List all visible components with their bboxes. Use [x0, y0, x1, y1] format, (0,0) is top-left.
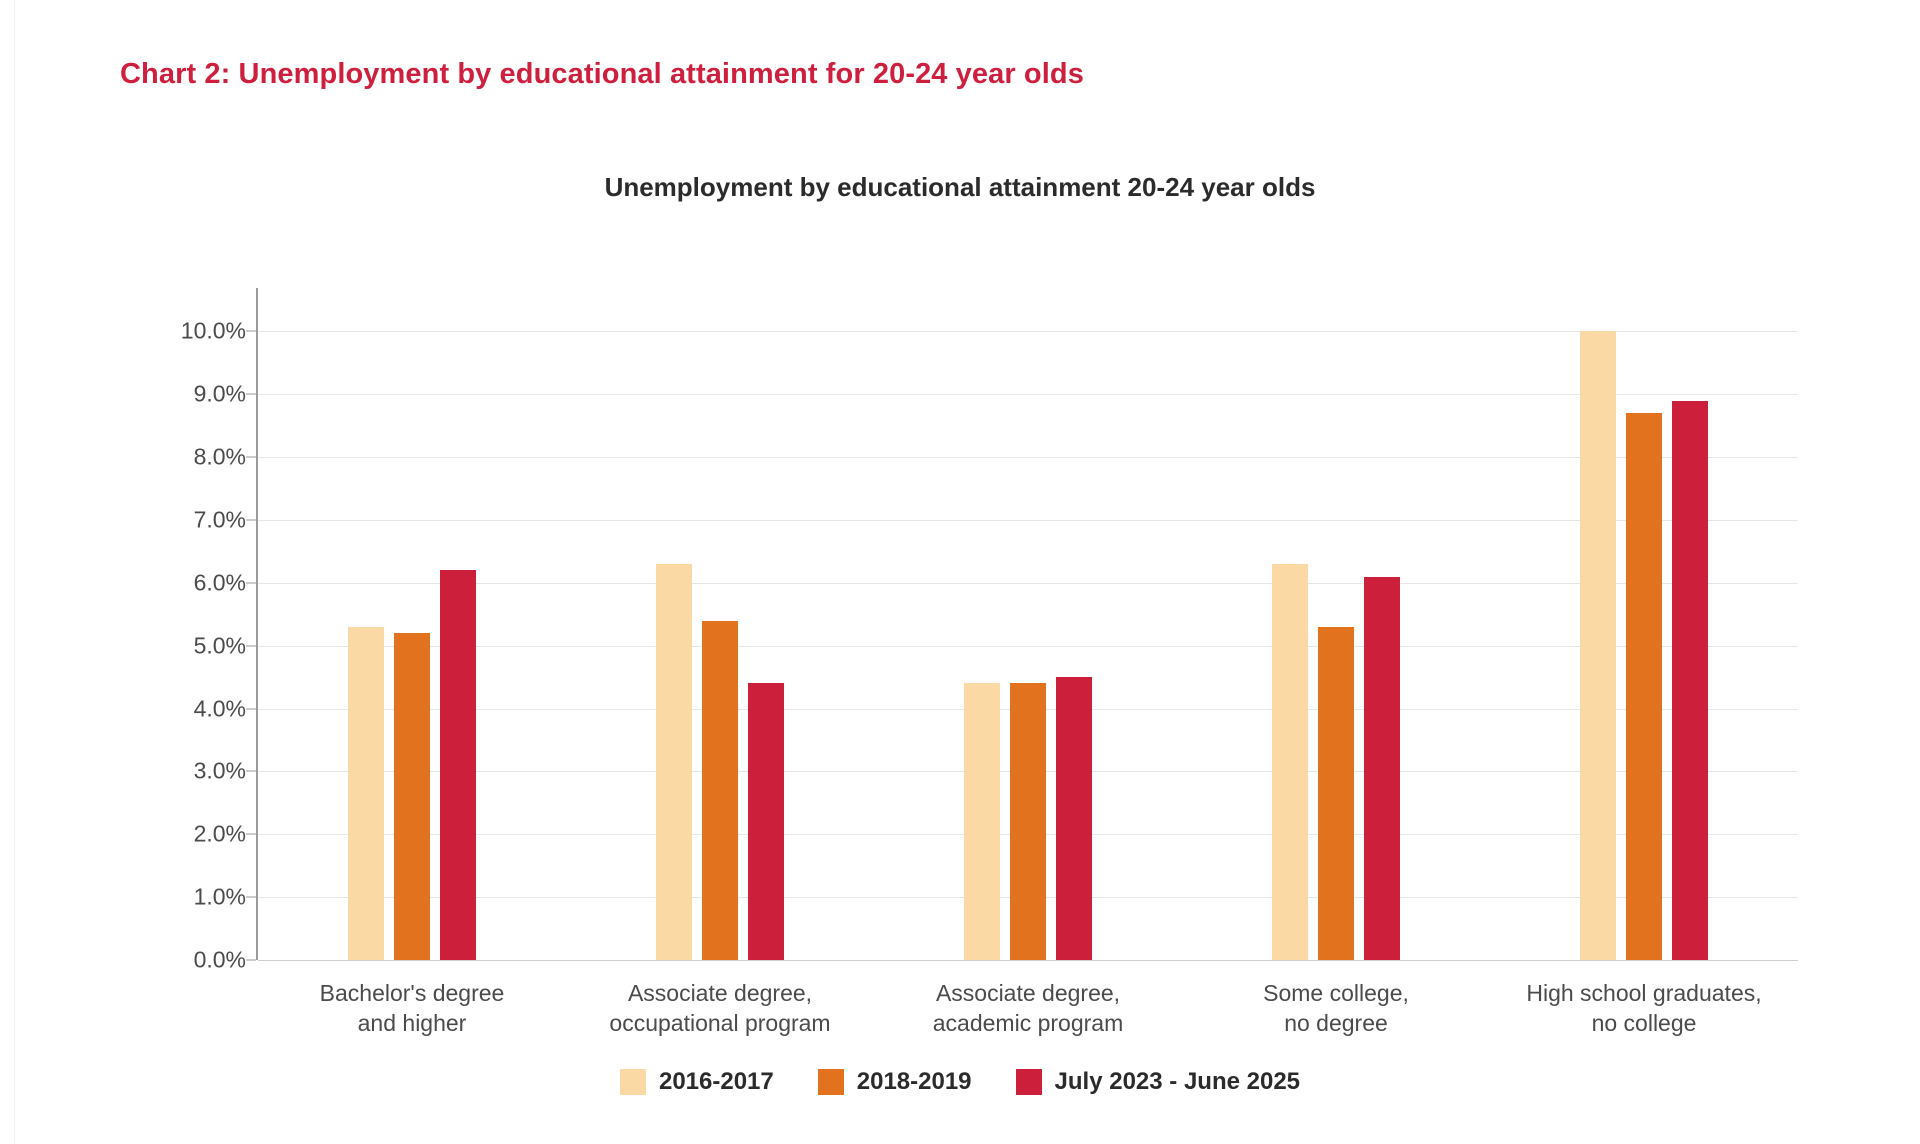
y-axis-tick-label: 5.0% [193, 632, 246, 659]
bar [964, 683, 1000, 960]
x-axis-category-label-line: Associate degree, [935, 980, 1121, 1006]
bar-group-bars [566, 300, 874, 960]
legend-item[interactable] [818, 1068, 972, 1096]
x-axis-category-label-line: no college [1591, 1010, 1697, 1036]
chart-legend [0, 1068, 1920, 1096]
y-axis-tick [246, 520, 256, 521]
bar-group [566, 300, 874, 1036]
bar-group [1182, 300, 1490, 1036]
bar-group [1490, 300, 1798, 1036]
legend-label: 2018-2019 [856, 1068, 972, 1095]
chart-heading: Chart 2: Unemployment by educational attainment for 20-24 year olds [120, 58, 1084, 90]
bar [1056, 677, 1092, 960]
bar-group-bars [874, 300, 1182, 960]
bar [656, 564, 692, 960]
y-axis-tick [246, 771, 256, 772]
legend-swatch [1016, 1069, 1042, 1095]
y-axis-tick [246, 582, 256, 583]
x-axis-category-label [1526, 978, 1761, 1038]
y-axis-tick-label: 10.0% [180, 317, 246, 344]
bar [1626, 413, 1662, 960]
x-axis-category-label-line: occupational program [609, 1010, 831, 1036]
y-axis-tick-label: 9.0% [193, 380, 246, 407]
bar [440, 570, 476, 960]
y-axis-tick-label: 7.0% [193, 506, 246, 533]
y-axis-tick-label: 4.0% [193, 695, 246, 722]
x-axis-category-label-line: and higher [357, 1010, 467, 1036]
y-axis-tick [246, 834, 256, 835]
x-axis-category-label [320, 978, 505, 1038]
legend-swatch [818, 1069, 844, 1095]
x-axis-category-label [609, 978, 830, 1038]
legend-label: 2016-2017 [658, 1068, 774, 1095]
x-axis-category-label-line: Bachelor's degree [319, 980, 505, 1006]
bar [1272, 564, 1308, 960]
y-axis-tick-label: 8.0% [193, 443, 246, 470]
x-axis-category-label-line: no degree [1284, 1010, 1388, 1036]
bar [1364, 577, 1400, 960]
bar [394, 633, 430, 960]
x-axis-category-label-line: academic program [932, 1010, 1124, 1036]
x-axis-category-label [933, 978, 1123, 1038]
y-axis-tick-label: 6.0% [193, 569, 246, 596]
bar [702, 621, 738, 960]
legend-swatch [620, 1069, 646, 1095]
x-axis-category-label-line: Associate degree, [627, 980, 813, 1006]
bar [1580, 331, 1616, 960]
y-axis-tick [246, 960, 256, 961]
y-axis-tick [246, 897, 256, 898]
bar-group-bars [1490, 300, 1798, 960]
y-axis-tick-label: 0.0% [193, 946, 246, 973]
legend-item[interactable] [1016, 1068, 1300, 1096]
x-axis-category-label-line: High school graduates, [1526, 980, 1762, 1006]
y-axis-tick [246, 645, 256, 646]
legend-item[interactable] [620, 1068, 774, 1096]
x-axis-category-label-line: Some college, [1263, 980, 1409, 1006]
chart-title: Unemployment by educational attainment 20-24 year olds [604, 172, 1316, 202]
y-axis-tick-label: 1.0% [193, 883, 246, 910]
bar [348, 627, 384, 960]
bar [1672, 401, 1708, 960]
legend-label: July 2023 - June 2025 [1054, 1068, 1301, 1095]
y-axis-tick [246, 708, 256, 709]
bar-group-bars [1182, 300, 1490, 960]
bar [748, 683, 784, 960]
gridline [258, 960, 1798, 961]
plot-area [180, 300, 1798, 1036]
bar-group [258, 300, 566, 1036]
bar [1318, 627, 1354, 960]
bar-group-bars [258, 300, 566, 960]
y-axis-tick [246, 457, 256, 458]
bar [1010, 683, 1046, 960]
y-axis-tick [246, 331, 256, 332]
y-axis-tick [246, 394, 256, 395]
plot-wrapper [0, 240, 1920, 1036]
y-axis-tick-label: 2.0% [193, 820, 246, 847]
bar-group [874, 300, 1182, 1036]
y-axis-tick-label: 3.0% [193, 757, 246, 784]
x-axis-category-label [1263, 978, 1409, 1038]
